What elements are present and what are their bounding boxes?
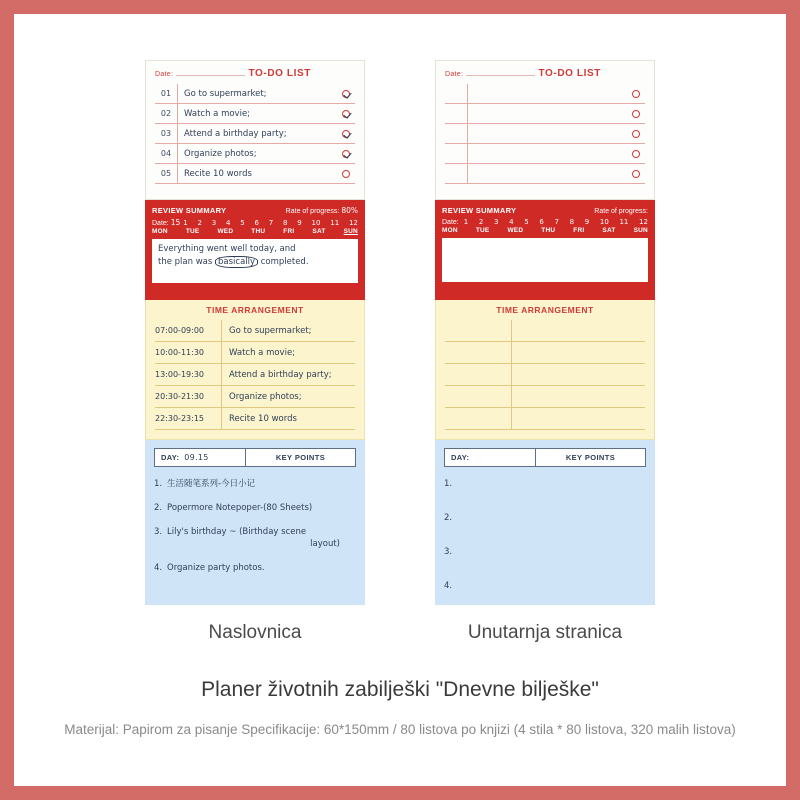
time-slot: 10:00-11:30 [155, 342, 222, 363]
caption-cover: Naslovnica [208, 622, 302, 643]
todo-text: Go to supermarket; [184, 88, 267, 99]
time-slot: 07:00-09:00 [155, 320, 222, 341]
todo-number: 04 [155, 144, 178, 163]
rate-of-progress [286, 206, 358, 215]
time-row [445, 386, 645, 408]
month-number[interactable]: 7 [268, 219, 274, 227]
product-specification: Materijal: Papirom za pisanje Specifikacije: 60*150mm / 80 listova po knjizi (4 stila * 80 listova, 320 malih listova) [64, 722, 736, 737]
todo-section [435, 60, 655, 200]
todo-section [145, 60, 365, 200]
time-row [155, 408, 355, 430]
todo-header [155, 68, 355, 79]
review-note[interactable] [442, 238, 648, 282]
month-number[interactable]: 8 [569, 218, 575, 226]
day-value: 09.15 [184, 453, 209, 462]
month-number[interactable]: 10 [599, 218, 609, 226]
key-point-number: 3. [154, 527, 163, 537]
key-point-text [167, 526, 356, 550]
month-number[interactable]: 12 [639, 218, 648, 226]
weekday[interactable]: SAT [312, 228, 326, 235]
month-number[interactable]: 4 [509, 218, 514, 226]
day-label: DAY: [451, 453, 470, 462]
todo-date-line [176, 74, 244, 76]
key-point-text[interactable] [457, 580, 646, 592]
key-points-section [435, 440, 655, 605]
key-point-text[interactable] [457, 546, 646, 558]
check-circle-icon [632, 150, 640, 158]
key-point-text[interactable] [457, 478, 646, 490]
todo-row [445, 144, 645, 164]
todo-number: 01 [155, 84, 178, 103]
key-point-item [444, 580, 646, 592]
todo-row [155, 104, 355, 124]
time-row [445, 408, 645, 430]
todo-text: Recite 10 words [184, 168, 252, 179]
product-title: Planer životnih zabilješki "Dnevne bilješke" [201, 678, 599, 701]
review-note-circled-word: basically [215, 256, 258, 268]
key-points-title: KEY POINTS [275, 453, 326, 462]
month-number[interactable]: 8 [283, 219, 288, 227]
month-numbers [464, 218, 648, 226]
todo-number [445, 144, 468, 163]
todo-row [445, 104, 645, 124]
todo-checkbox[interactable] [337, 90, 355, 98]
key-points-list [154, 478, 356, 574]
planner-previews [14, 14, 786, 643]
check-circle-icon [632, 90, 640, 98]
todo-row [155, 84, 355, 104]
key-points-section [145, 440, 365, 605]
review-header [152, 206, 358, 215]
time-task: Watch a movie; [229, 347, 296, 358]
month-number[interactable]: 2 [197, 219, 202, 227]
time-arrangement-section [145, 300, 365, 440]
month-numbers [183, 219, 358, 227]
weekday[interactable]: SAT [602, 227, 616, 234]
key-points-list [444, 478, 646, 592]
weekday[interactable]: WED [507, 227, 524, 234]
month-number[interactable]: 6 [254, 219, 259, 227]
month-number[interactable]: 11 [330, 219, 340, 227]
review-date-row [152, 218, 358, 227]
key-point-text: Organize party photos. [167, 563, 265, 573]
weekday[interactable]: MON [152, 228, 168, 235]
key-point-item [444, 546, 646, 558]
month-number[interactable]: 6 [539, 218, 544, 226]
review-note-line-1: Everything went well today, and [158, 244, 296, 254]
time-slot[interactable] [445, 364, 512, 385]
todo-checkbox[interactable] [337, 110, 355, 118]
time-task: Go to supermarket; [229, 325, 312, 336]
key-points-title: KEY POINTS [565, 453, 616, 462]
time-task: Attend a birthday party; [229, 369, 332, 380]
key-point-item [444, 478, 646, 490]
key-points-header [444, 448, 646, 467]
time-row [445, 364, 645, 386]
todo-date-label: Date: [155, 71, 174, 78]
key-point-text[interactable] [457, 512, 646, 524]
todo-text: Attend a birthday party; [184, 128, 287, 139]
weekday[interactable]: WED [217, 228, 234, 235]
todo-checkbox[interactable] [337, 150, 355, 158]
weekday-row [442, 227, 648, 234]
check-circle-icon [632, 110, 640, 118]
time-slot[interactable] [445, 342, 512, 363]
review-note-line-2-c: completed. [258, 257, 309, 267]
month-number[interactable]: 4 [226, 219, 231, 227]
todo-text: Organize photos; [184, 148, 257, 159]
day-field[interactable] [155, 449, 246, 466]
key-point-item [444, 512, 646, 524]
month-number[interactable]: 3 [493, 218, 499, 226]
todo-number [445, 124, 468, 143]
time-slot[interactable] [445, 320, 512, 341]
key-point-number: 4. [444, 581, 453, 591]
month-number[interactable]: 12 [348, 219, 358, 227]
key-point-text: 生活随笔系列-今日小记 [167, 479, 256, 489]
key-point-number: 4. [154, 563, 163, 573]
review-header [442, 206, 648, 215]
review-date-row [442, 218, 648, 226]
rate-label: Rate of progress: [594, 208, 648, 215]
key-point-number: 2. [444, 513, 453, 523]
time-arrangement-title: TIME ARRANGEMENT [496, 305, 594, 315]
todo-checkbox[interactable] [627, 170, 645, 178]
todo-header [445, 68, 645, 79]
review-note-line-2-a: the plan was [158, 257, 215, 267]
check-circle-icon [632, 130, 640, 138]
product-image-frame [14, 14, 786, 786]
month-number[interactable]: 3 [211, 219, 217, 227]
key-point-number: 2. [154, 503, 163, 513]
weekday[interactable]: THU [251, 228, 266, 235]
time-task: Organize photos; [229, 391, 302, 402]
todo-number [445, 164, 468, 183]
month-number[interactable]: 1 [463, 218, 469, 226]
weekday[interactable]: FRI [283, 228, 295, 235]
month-number[interactable]: 9 [297, 219, 302, 227]
rate-of-progress [594, 206, 648, 215]
check-circle-icon [342, 90, 350, 98]
todo-checkbox[interactable] [337, 170, 355, 178]
check-circle-icon [632, 170, 640, 178]
review-title: REVIEW SUMMARY [442, 206, 517, 215]
todo-checkbox[interactable] [627, 90, 645, 98]
weekday[interactable]: SUN [633, 227, 648, 234]
month-number[interactable]: 2 [478, 218, 484, 226]
month-number[interactable]: 7 [554, 218, 559, 226]
time-row [155, 342, 355, 364]
weekday[interactable]: MON [442, 227, 458, 234]
month-number[interactable]: 9 [584, 218, 590, 226]
time-arrangement-title: TIME ARRANGEMENT [206, 305, 304, 315]
todo-text: Watch a movie; [184, 108, 251, 119]
day-label: DAY: [161, 453, 180, 462]
month-number[interactable]: 10 [311, 219, 321, 227]
key-point-item [154, 526, 356, 550]
review-date-label: Date: [152, 220, 169, 227]
key-point-number: 1. [154, 479, 163, 489]
month-number[interactable]: 5 [240, 219, 245, 227]
month-number[interactable]: 1 [183, 219, 188, 227]
time-row [445, 320, 645, 342]
todo-number [445, 104, 468, 123]
planner-card-cover [145, 60, 365, 605]
time-slot: 13:00-19:30 [155, 364, 222, 385]
todo-number: 02 [155, 104, 178, 123]
todo-row [445, 124, 645, 144]
todo-checkbox[interactable] [627, 150, 645, 158]
key-point-number: 1. [444, 479, 453, 489]
key-point-item [154, 478, 356, 490]
key-point-item [154, 562, 356, 574]
time-row [155, 364, 355, 386]
todo-number: 05 [155, 164, 178, 183]
todo-checkbox[interactable] [627, 110, 645, 118]
review-date-value: 15 [170, 218, 181, 227]
todo-title: TO-DO LIST [248, 68, 311, 79]
key-point-main: Lily's birthday ~ (Birthday scene [167, 527, 307, 537]
key-points-header [154, 448, 356, 467]
time-row [155, 320, 355, 342]
check-circle-icon [342, 110, 350, 118]
todo-row [155, 124, 355, 144]
rate-value: 80% [341, 206, 358, 215]
review-summary-section [435, 200, 655, 300]
rate-label: Rate of progress: [285, 208, 340, 215]
todo-date-label: Date: [445, 71, 464, 78]
todo-checkbox[interactable] [337, 130, 355, 138]
review-title: REVIEW SUMMARY [152, 206, 227, 215]
planner-card-inner-page [435, 60, 655, 605]
todo-row [445, 84, 645, 104]
weekday[interactable]: TUE [475, 227, 490, 234]
day-field[interactable] [445, 449, 536, 466]
todo-date-line [466, 74, 534, 76]
todo-title: TO-DO LIST [538, 68, 601, 79]
key-point-text: Popermore Notepoper-(80 Sheets) [167, 503, 313, 513]
weekday-row [152, 228, 358, 235]
review-date-label: Date: [442, 219, 459, 226]
time-row [155, 386, 355, 408]
month-number[interactable]: 5 [524, 218, 529, 226]
weekday[interactable]: FRI [573, 227, 585, 234]
weekday-selected[interactable]: SUN [343, 228, 358, 235]
check-circle-icon [342, 170, 350, 178]
weekday[interactable]: THU [541, 227, 556, 234]
time-slot: 22:30-23:15 [155, 408, 222, 429]
weekday[interactable]: TUE [185, 228, 200, 235]
key-point-number: 3. [444, 547, 453, 557]
review-note[interactable] [152, 239, 358, 283]
todo-row [445, 164, 645, 184]
check-circle-icon [342, 150, 350, 158]
time-arrangement-section [435, 300, 655, 440]
check-circle-icon [342, 130, 350, 138]
todo-number: 03 [155, 124, 178, 143]
key-point-item [154, 502, 356, 514]
todo-row [155, 144, 355, 164]
review-summary-section [145, 200, 365, 300]
time-slot: 20:30-21:30 [155, 386, 222, 407]
key-point-subtext: layout) [310, 539, 340, 549]
todo-number [445, 84, 468, 103]
todo-checkbox[interactable] [627, 130, 645, 138]
month-number[interactable]: 11 [619, 218, 629, 226]
time-slot[interactable] [445, 408, 512, 429]
time-slot[interactable] [445, 386, 512, 407]
caption-inner-page: Unutarnja stranica [467, 622, 623, 643]
todo-row [155, 164, 355, 184]
time-task: Recite 10 words [229, 413, 297, 424]
review-note-line-2 [158, 256, 352, 269]
time-row [445, 342, 645, 364]
